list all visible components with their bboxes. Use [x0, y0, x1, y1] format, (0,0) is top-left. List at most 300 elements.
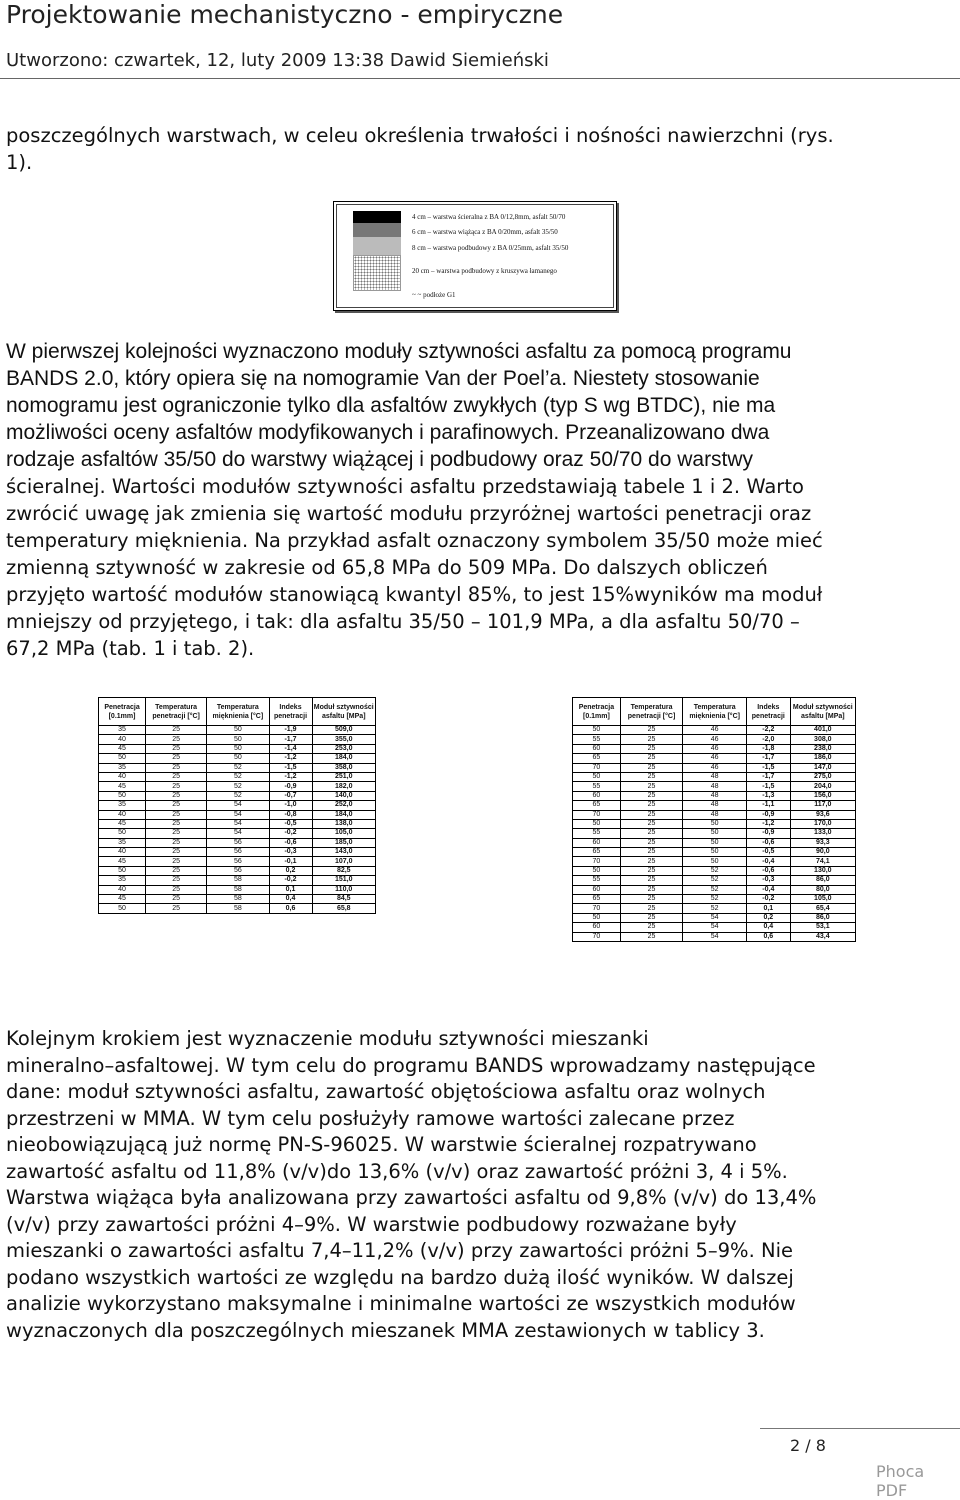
table-row — [573, 726, 856, 735]
table-row — [573, 801, 856, 810]
table-cell: 151,0 — [312, 876, 376, 885]
table-modulus-50-70 — [572, 697, 856, 942]
table-row — [99, 791, 376, 800]
page-title: Projektowanie mechanistyczno - empiryczne — [6, 0, 564, 29]
table-row — [573, 744, 856, 753]
table-cell: 56 — [207, 857, 269, 866]
table-cell: 105,0 — [312, 829, 376, 838]
table-cell: 70 — [573, 932, 621, 941]
table-cell: 60 — [573, 744, 621, 753]
table-cell: 50 — [573, 866, 621, 875]
table-cell: 86,0 — [790, 913, 855, 922]
table-cell: 105,0 — [790, 895, 855, 904]
text-line: Kolejnym krokiem jest wyznaczenie modułu sztywności mieszanki — [6, 1027, 649, 1050]
table-cell: 55 — [573, 735, 621, 744]
table-modulus-35-50 — [98, 697, 376, 914]
table-cell: 25 — [620, 772, 682, 781]
table-cell: 45 — [99, 857, 146, 866]
table-cell: -1,8 — [747, 744, 791, 753]
table-cell: -0,4 — [747, 857, 791, 866]
table-cell: -0,2 — [269, 829, 312, 838]
table-cell: 25 — [146, 754, 207, 763]
table-cell: 65,4 — [790, 904, 855, 913]
paragraph-bands — [6, 338, 954, 662]
table-cell: 40 — [99, 810, 146, 819]
table-cell: 25 — [620, 838, 682, 847]
table-cell: 46 — [683, 754, 747, 763]
text-line: zawartość asfaltu od 11,8% (v/v)do 13,6% (v/v) oraz zawartość próżni 3, 4 i 5%. — [6, 1159, 788, 1183]
table-cell: -2,0 — [747, 735, 791, 744]
table-row — [573, 819, 856, 828]
table-row — [99, 801, 376, 810]
table-row — [573, 838, 856, 847]
table-cell: 25 — [620, 913, 682, 922]
table-cell: 0,6 — [269, 904, 312, 913]
text-line — [6, 365, 954, 392]
table-row — [99, 857, 376, 866]
table-cell: 50 — [99, 904, 146, 913]
table-cell: 50 — [99, 754, 146, 763]
table-cell: 25 — [146, 857, 207, 866]
table-cell: 48 — [683, 791, 747, 800]
table-cell: 0,4 — [269, 895, 312, 904]
table-cell: -0,9 — [747, 810, 791, 819]
table-cell: 0,2 — [747, 913, 791, 922]
table-cell: 25 — [146, 838, 207, 847]
table-cell: 186,0 — [790, 754, 855, 763]
table-row — [573, 866, 856, 875]
table-cell: 48 — [683, 772, 747, 781]
table-cell: 308,0 — [790, 735, 855, 744]
table-cell: 46 — [683, 744, 747, 753]
table-cell: 50 — [683, 819, 747, 828]
layer-label: 8 cm – warstwa podbudowy z BA 0/25mm, asfalt 35/50 — [412, 244, 569, 252]
table-cell: 25 — [620, 744, 682, 753]
table-cell: 70 — [573, 904, 621, 913]
table-cell: 358,0 — [312, 763, 376, 772]
text-line: możliwości oceny asfaltów modyfikowanych i parafinowych. Przeanalizowano dwa — [6, 421, 770, 444]
table-cell: 40 — [99, 885, 146, 894]
table-cell: 25 — [146, 895, 207, 904]
table-cell: 110,0 — [312, 885, 376, 894]
table-cell: 0,1 — [747, 904, 791, 913]
table-row — [573, 754, 856, 763]
table-row — [99, 829, 376, 838]
table-row — [99, 735, 376, 744]
table-cell: 58 — [207, 885, 269, 894]
table-cell: 184,0 — [312, 810, 376, 819]
layer-wearing-course — [353, 211, 401, 223]
pavement-structure-figure — [333, 201, 617, 311]
table-cell: 0,4 — [747, 923, 791, 932]
text-line: Warstwa wiążąca była analizowana przy zawartości asfaltu od 9,8% (v/v) do 13,4% — [6, 1186, 817, 1209]
table-row — [99, 866, 376, 875]
table-cell: 25 — [146, 819, 207, 828]
layer-label: 20 cm – warstwa podbudowy z kruszywa łamanego — [412, 267, 557, 275]
table-cell: 74,1 — [790, 857, 855, 866]
text-line: zwrócić uwagę jak zmienia się wartość modułu przyróżnej wartości penetracji oraz — [6, 502, 812, 525]
table-cell: 50 — [99, 791, 146, 800]
layer-label: ~ ~ podłoże G1 — [412, 291, 456, 299]
table-header-row — [573, 698, 856, 726]
table-cell: 25 — [146, 829, 207, 838]
table-row — [99, 848, 376, 857]
table-cell: 25 — [620, 791, 682, 800]
layer-binder-course — [353, 223, 401, 237]
page-number: 2 / 8 — [790, 1436, 826, 1455]
column-header: Moduł sztywności asfaltu [MPa] — [312, 698, 376, 726]
table-cell: 54 — [207, 810, 269, 819]
text-line: mieszanki o zawartości asfaltu 7,4–11,2% (v/v) przy zawartości próżni 5–9%. Nie — [6, 1239, 793, 1262]
table-cell: 25 — [146, 876, 207, 885]
table-cell: 0,6 — [747, 932, 791, 941]
table-cell: 35 — [99, 801, 146, 810]
table-cell: 25 — [620, 885, 682, 894]
paragraph-mma — [6, 1026, 954, 1344]
text-line: mineralno–asfaltowej. W tym celu do programu BANDS wprowadzamy następujące — [6, 1053, 816, 1077]
table-cell: 25 — [620, 923, 682, 932]
table-cell: 25 — [146, 772, 207, 781]
table-cell: 25 — [620, 866, 682, 875]
column-header: Temperatura mięknienia [°C] — [683, 698, 747, 726]
table-row — [99, 782, 376, 791]
table-cell: 50 — [207, 744, 269, 753]
table-cell: 52 — [683, 876, 747, 885]
table-cell: 50 — [99, 866, 146, 875]
table-cell: 185,0 — [312, 838, 376, 847]
table-cell: 25 — [146, 810, 207, 819]
table-cell: 40 — [99, 848, 146, 857]
table-cell: 50 — [207, 754, 269, 763]
text-line: nomogramu jest ograniczonie tylko dla asfaltów zwykłych (typ S wg BTDC), nie ma — [6, 394, 776, 417]
column-header: Penetracja [0.1mm] — [99, 698, 146, 726]
table-cell: 65 — [573, 754, 621, 763]
table-cell: 48 — [683, 782, 747, 791]
table-cell: -0,7 — [269, 791, 312, 800]
table-cell: 54 — [683, 923, 747, 932]
text-line: 67,2 MPa (tab. 1 i tab. 2). — [6, 637, 255, 660]
text-line: przyjęto wartość modułów stanowiącą kwantyl 85%, to jest 15%wyników ma moduł — [6, 583, 823, 606]
table-cell: -0,3 — [269, 848, 312, 857]
table-cell: 52 — [207, 791, 269, 800]
table-cell: 46 — [683, 763, 747, 772]
table-cell: 45 — [99, 895, 146, 904]
table-row — [573, 829, 856, 838]
table-row — [573, 763, 856, 772]
table-cell: 252,0 — [312, 801, 376, 810]
table-cell: 56 — [207, 838, 269, 847]
table-cell: 25 — [146, 735, 207, 744]
layer-aggregate-base — [353, 255, 401, 291]
table-row — [573, 735, 856, 744]
table-cell: 48 — [683, 810, 747, 819]
table-cell: 40 — [99, 772, 146, 781]
table-cell: -0,2 — [269, 876, 312, 885]
table-cell: 48 — [683, 801, 747, 810]
table-cell: 50 — [573, 913, 621, 922]
table-cell: 50 — [207, 726, 269, 735]
table-cell: 170,0 — [790, 819, 855, 828]
table-row — [99, 904, 376, 913]
table-cell: 133,0 — [790, 829, 855, 838]
table-cell: 50 — [99, 829, 146, 838]
table-cell: 25 — [620, 782, 682, 791]
table-row — [573, 923, 856, 932]
table-cell: -1,2 — [747, 819, 791, 828]
table-cell: 46 — [683, 735, 747, 744]
table-cell: 25 — [146, 726, 207, 735]
text-line: (v/v) przy zawartości próżni 4–9%. W warstwie podbudowy rozważane były — [6, 1212, 737, 1236]
text-line: nieobowiązującą już normę PN-S-96025. W warstwie ścieralnej rozpatrywano — [6, 1133, 757, 1156]
table-cell: 50 — [683, 838, 747, 847]
table-cell: 50 — [683, 857, 747, 866]
table-cell: 52 — [207, 782, 269, 791]
table-cell: 238,0 — [790, 744, 855, 753]
text-line: zmienną sztywność w zakresie od 65,8 MPa do 509 MPa. Do dalszych obliczeń — [6, 556, 768, 579]
table-cell: 147,0 — [790, 763, 855, 772]
table-cell: 253,0 — [312, 744, 376, 753]
table-cell: 56 — [207, 866, 269, 875]
table-cell: 25 — [146, 791, 207, 800]
table-cell: 93,6 — [790, 810, 855, 819]
table-cell: -0,6 — [747, 866, 791, 875]
layer-label: 6 cm – warstwa wiążąca z BA 0/20mm, asfalt 35/50 — [412, 228, 558, 236]
table-cell: 52 — [683, 895, 747, 904]
text-line: dane: moduł sztywności asfaltu, zawartość objętościowa asfaltu oraz wolnych — [6, 1080, 766, 1103]
table-cell: 25 — [146, 866, 207, 875]
table-cell: 25 — [146, 885, 207, 894]
table-row — [99, 772, 376, 781]
table-header-row — [99, 698, 376, 726]
table-cell: 35 — [99, 726, 146, 735]
table-cell: 54 — [683, 932, 747, 941]
table-cell: -0,5 — [269, 819, 312, 828]
table-cell: -1,4 — [269, 744, 312, 753]
table-cell: 35 — [99, 838, 146, 847]
table-cell: 35 — [99, 763, 146, 772]
table-cell: 54 — [207, 801, 269, 810]
table-cell: 25 — [620, 754, 682, 763]
table-row — [573, 876, 856, 885]
table-cell: 50 — [683, 848, 747, 857]
table-cell: 54 — [207, 819, 269, 828]
table-cell: 107,0 — [312, 857, 376, 866]
table-cell: 275,0 — [790, 772, 855, 781]
table-cell: 70 — [573, 763, 621, 772]
table-cell: 0,1 — [269, 885, 312, 894]
table-cell: 0,2 — [269, 866, 312, 875]
phoca-pdf-link[interactable]: Phoca PDF — [876, 1462, 925, 1500]
table-row — [573, 772, 856, 781]
table-cell: 25 — [620, 904, 682, 913]
table-cell: 52 — [683, 904, 747, 913]
table-cell: 251,0 — [312, 772, 376, 781]
text-line: poszczególnych warstwach, w celeu określenia trwałości i nośności nawierzchni (rys. — [6, 124, 834, 147]
text-span: BANDS 2.0, który opiera się na nomogramie Van der Poel’a. — [6, 367, 568, 390]
table-cell: 509,0 — [312, 726, 376, 735]
table-cell: 65,8 — [312, 904, 376, 913]
table-row — [99, 810, 376, 819]
table-row — [99, 726, 376, 735]
text-line: analizie wykorzystano maksymalne i minimalne wartości ze wszystkich modułów — [6, 1292, 796, 1315]
table-row — [99, 885, 376, 894]
table-row — [573, 810, 856, 819]
column-header: Indeks penetracji — [269, 698, 312, 726]
table-cell: 25 — [620, 895, 682, 904]
table-cell: 52 — [683, 866, 747, 875]
table-cell: 25 — [620, 726, 682, 735]
table-cell: 25 — [620, 801, 682, 810]
table-cell: 60 — [573, 885, 621, 894]
table-cell: -1,7 — [747, 772, 791, 781]
table-cell: 55 — [573, 829, 621, 838]
table-cell: -0,4 — [747, 885, 791, 894]
table-cell: 53,1 — [790, 923, 855, 932]
article-meta: Utworzono: czwartek, 12, luty 2009 13:38 Dawid Siemieński — [6, 50, 549, 71]
table-cell: 65 — [573, 801, 621, 810]
text-line: W pierwszej kolejności wyznaczono moduły sztywności asfaltu za pomocą programu — [6, 340, 792, 363]
table-row — [99, 754, 376, 763]
table-cell: 25 — [146, 763, 207, 772]
table-cell: -0,5 — [747, 848, 791, 857]
table-cell: 182,0 — [312, 782, 376, 791]
table-cell: -1,5 — [747, 782, 791, 791]
table-cell: 55 — [573, 876, 621, 885]
table-row — [573, 782, 856, 791]
column-header: Temperatura penetracji [°C] — [146, 698, 207, 726]
table-cell: 25 — [146, 801, 207, 810]
table-cell: 84,5 — [312, 895, 376, 904]
table-cell: 43,4 — [790, 932, 855, 941]
text-line: temperatury mięknienia. Na przykład asfalt oznaczony symbolem 35/50 może mieć — [6, 529, 823, 552]
table-cell: -0,6 — [269, 838, 312, 847]
table-cell: 65 — [573, 848, 621, 857]
table-cell: -0,8 — [269, 810, 312, 819]
table-cell: 70 — [573, 810, 621, 819]
table-cell: 86,0 — [790, 876, 855, 885]
table-cell: 25 — [620, 763, 682, 772]
table-cell: 25 — [620, 876, 682, 885]
table-cell: 45 — [99, 744, 146, 753]
table-cell: 138,0 — [312, 819, 376, 828]
table-row — [573, 857, 856, 866]
table-cell: -0,3 — [747, 876, 791, 885]
table-row — [99, 895, 376, 904]
table-cell: 25 — [620, 848, 682, 857]
table-cell: -1,5 — [269, 763, 312, 772]
column-header: Temperatura mięknienia [°C] — [207, 698, 269, 726]
table-cell: -1,9 — [269, 726, 312, 735]
table-cell: -0,1 — [269, 857, 312, 866]
text-line: przestrzeni w MMA. W tym celu posłużyły ramowe wartości zalecane przez — [6, 1106, 735, 1130]
table-cell: 50 — [573, 772, 621, 781]
table-cell: 60 — [573, 923, 621, 932]
table-cell: -1,3 — [747, 791, 791, 800]
table-row — [573, 791, 856, 800]
table-cell: 70 — [573, 857, 621, 866]
table-cell: -2,2 — [747, 726, 791, 735]
table-row — [573, 904, 856, 913]
table-cell: 184,0 — [312, 754, 376, 763]
text-line: rodzaje asfaltów 35/50 do warstwy wiążącej i podbudowy oraz 50/70 do warstwy — [6, 448, 754, 471]
table-cell: -1,7 — [269, 735, 312, 744]
table-cell: 45 — [99, 819, 146, 828]
table-row — [573, 913, 856, 922]
table-cell: -0,6 — [747, 838, 791, 847]
table-cell: 25 — [146, 782, 207, 791]
table-cell: -0,9 — [747, 829, 791, 838]
table-cell: 130,0 — [790, 866, 855, 875]
table-cell: 25 — [146, 744, 207, 753]
table-cell: 40 — [99, 735, 146, 744]
table-row — [573, 895, 856, 904]
table-cell: 58 — [207, 904, 269, 913]
paragraph-intro — [6, 122, 954, 176]
table-cell: 50 — [207, 735, 269, 744]
table-cell: 355,0 — [312, 735, 376, 744]
table-cell: 55 — [573, 782, 621, 791]
table-cell: 50 — [573, 819, 621, 828]
table-cell: 25 — [620, 857, 682, 866]
table-cell: 60 — [573, 838, 621, 847]
text-line: mniejszy od przyjętego, i tak: dla asfaltu 35/50 – 101,9 MPa, a dla asfaltu 50/70 – — [6, 610, 800, 633]
table-cell: 143,0 — [312, 848, 376, 857]
table-cell: 25 — [146, 848, 207, 857]
table-cell: -0,9 — [269, 782, 312, 791]
table-row — [573, 885, 856, 894]
layer-asphalt-base — [353, 237, 401, 255]
table-row — [573, 848, 856, 857]
table-cell: 90,0 — [790, 848, 855, 857]
table-cell: -1,2 — [269, 772, 312, 781]
table-cell: 156,0 — [790, 791, 855, 800]
table-cell: 93,3 — [790, 838, 855, 847]
table-cell: 140,0 — [312, 791, 376, 800]
table-cell: 60 — [573, 791, 621, 800]
column-header: Temperatura penetracji [°C] — [620, 698, 682, 726]
table-cell: 58 — [207, 895, 269, 904]
table-cell: -1,2 — [269, 754, 312, 763]
table-cell: 25 — [146, 904, 207, 913]
table-cell: 25 — [620, 735, 682, 744]
table-row — [99, 876, 376, 885]
table-cell: 204,0 — [790, 782, 855, 791]
text-line: wyznaczonych dla poszczególnych mieszanek MMA zestawionych w tablicy 3. — [6, 1318, 765, 1342]
table-cell: 82,5 — [312, 866, 376, 875]
table-row — [573, 932, 856, 941]
table-cell: 80,0 — [790, 885, 855, 894]
table-cell: 50 — [683, 829, 747, 838]
header-divider — [0, 78, 960, 79]
table-cell: -1,5 — [747, 763, 791, 772]
table-cell: 45 — [99, 782, 146, 791]
table-cell: 58 — [207, 876, 269, 885]
table-cell: 25 — [620, 810, 682, 819]
table-row — [99, 838, 376, 847]
table-cell: -1,7 — [747, 754, 791, 763]
table-cell: 401,0 — [790, 726, 855, 735]
table-cell: 52 — [683, 885, 747, 894]
table-cell: 52 — [207, 772, 269, 781]
text-span: Niestety stosowanie — [567, 367, 760, 390]
column-header: Penetracja [0.1mm] — [573, 698, 621, 726]
table-cell: 54 — [207, 829, 269, 838]
table-cell: 54 — [683, 913, 747, 922]
text-line: ścieralnej. Wartości modułów sztywności asfaltu przedstawiają tabele 1 i 2. Warto — [6, 475, 804, 498]
table-cell: 25 — [620, 829, 682, 838]
table-cell: 50 — [573, 726, 621, 735]
text-line: podano wszystkich wartości ze względu na bardzo dużą ilość wyników. W dalszej — [6, 1265, 794, 1289]
